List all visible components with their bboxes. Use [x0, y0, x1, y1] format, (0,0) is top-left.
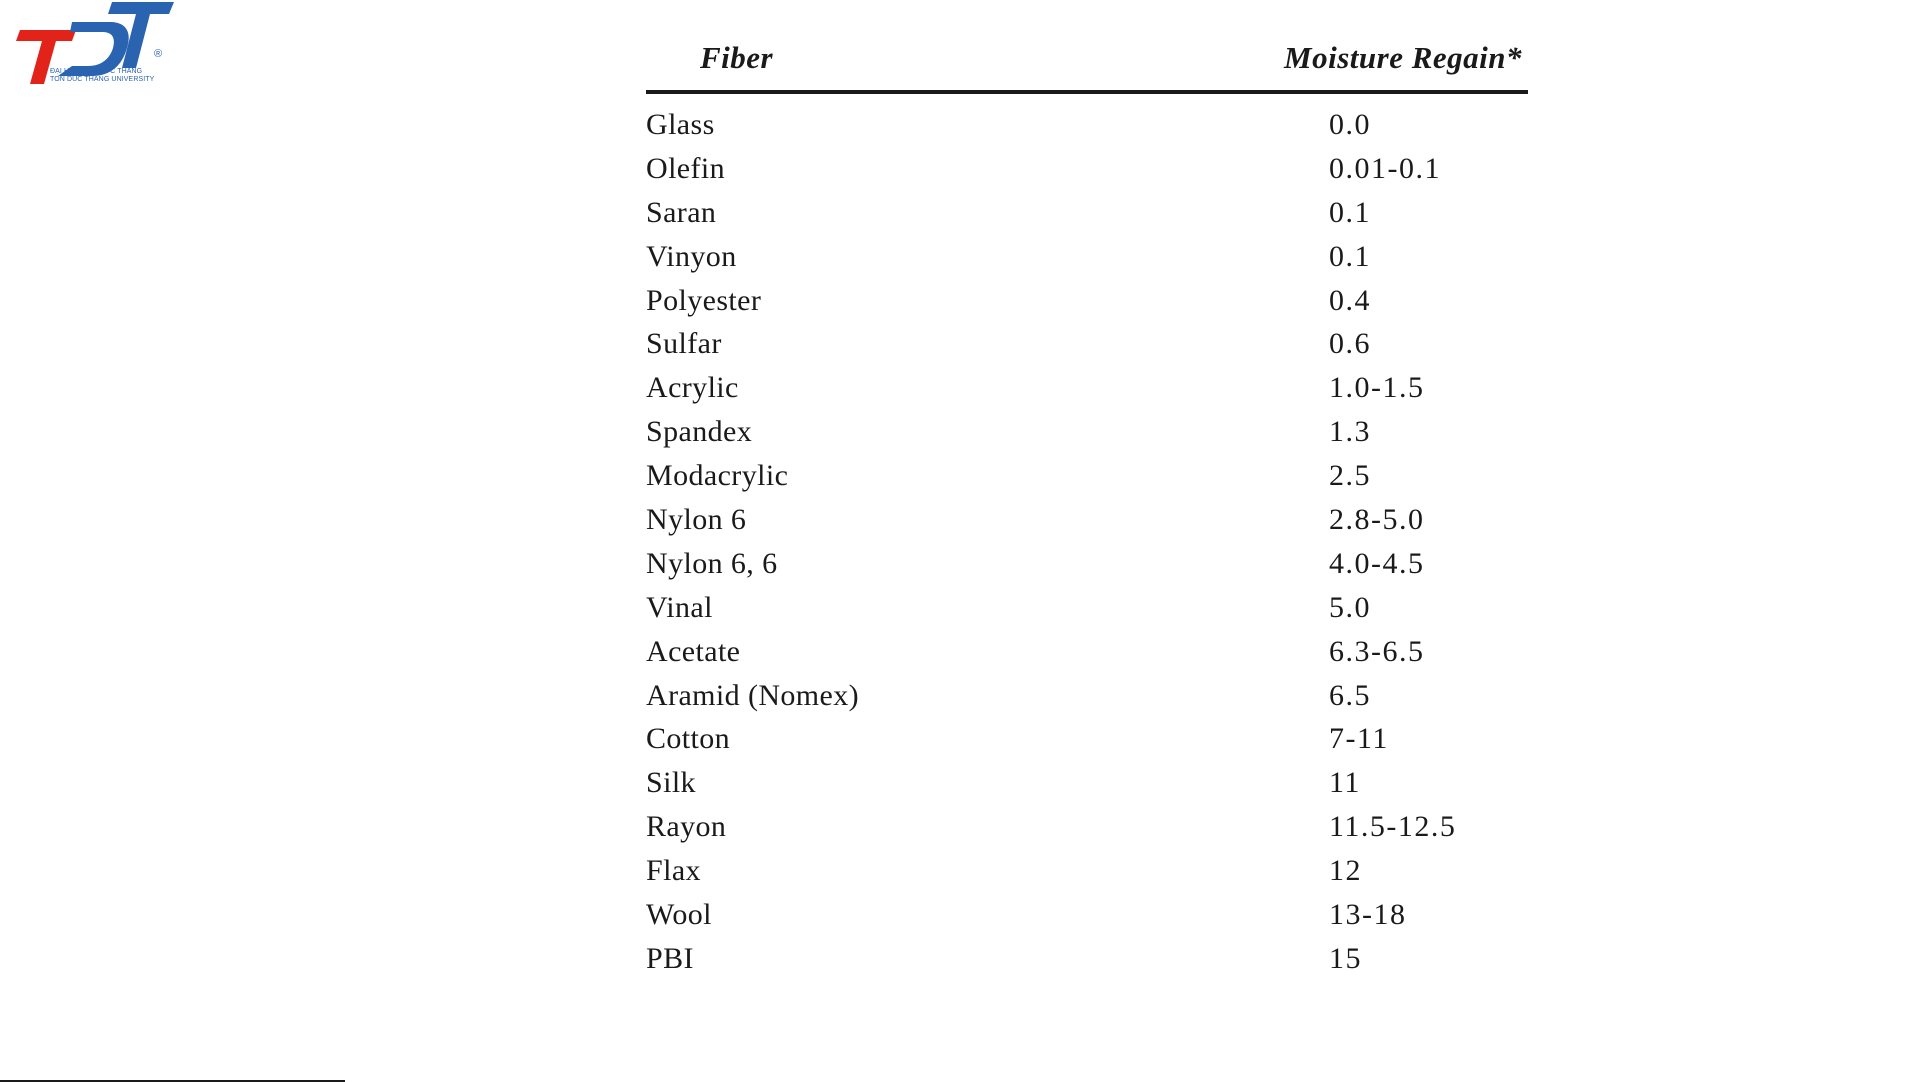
table-row [646, 810, 1528, 854]
regain-cell: 0.1 [1329, 195, 1371, 229]
fiber-cell: Olefin [646, 151, 726, 185]
table-row [646, 591, 1528, 635]
table-row [646, 854, 1528, 898]
regain-cell: 1.3 [1329, 415, 1371, 449]
table-row [646, 679, 1528, 723]
logo-caption-en: TON DUC THANG UNIVERSITY [50, 76, 155, 83]
regain-cell: 1.0-1.5 [1329, 371, 1425, 405]
regain-cell: 0.4 [1329, 283, 1371, 317]
regain-cell: 6.5 [1329, 678, 1371, 712]
fiber-cell: Modacrylic [646, 459, 789, 493]
header-rule [646, 90, 1528, 94]
moisture-regain-table [646, 28, 1528, 975]
table-row [646, 722, 1528, 766]
regain-cell: 0.0 [1329, 108, 1371, 141]
table-header [646, 28, 1528, 92]
fiber-cell: Saran [646, 195, 717, 229]
fiber-cell: Nylon 6, 6 [646, 546, 778, 580]
fiber-cell: Polyester [646, 283, 762, 317]
table-row [646, 503, 1528, 547]
regain-cell: 15 [1329, 941, 1362, 975]
regain-cell: 7-11 [1329, 722, 1389, 756]
table-row [646, 371, 1528, 415]
fiber-cell: Rayon [646, 810, 727, 844]
table-row [646, 459, 1528, 503]
fiber-cell: Acetate [646, 634, 741, 668]
fiber-cell: PBI [646, 941, 694, 975]
regain-cell: 0.6 [1329, 327, 1371, 361]
regain-cell: 4.0-4.5 [1329, 546, 1425, 580]
table-row [646, 415, 1528, 459]
fiber-cell: Wool [646, 898, 712, 932]
header-moisture-regain: Moisture Regain* [1284, 40, 1522, 75]
regain-cell: 11 [1329, 766, 1361, 800]
table-row [646, 766, 1528, 810]
table-row [646, 108, 1528, 152]
fiber-cell: Glass [646, 108, 715, 141]
table-row [646, 240, 1528, 284]
regain-cell: 6.3-6.5 [1329, 634, 1425, 668]
fiber-cell: Vinal [646, 590, 713, 624]
regain-cell: 5.0 [1329, 590, 1371, 624]
table-row [646, 284, 1528, 328]
regain-cell: 12 [1329, 854, 1362, 888]
header-fiber: Fiber [700, 40, 774, 75]
table-row [646, 196, 1528, 240]
fiber-cell: Spandex [646, 415, 753, 449]
fiber-cell: Silk [646, 766, 696, 800]
regain-cell: 0.1 [1329, 239, 1371, 273]
table-body [646, 108, 1528, 986]
regain-cell: 0.01-0.1 [1329, 151, 1441, 185]
regain-cell: 2.8-5.0 [1329, 503, 1425, 537]
fiber-cell: Cotton [646, 722, 731, 756]
table-row [646, 942, 1528, 986]
regain-cell: 13-18 [1329, 898, 1407, 932]
table-row [646, 635, 1528, 679]
fiber-cell: Sulfar [646, 327, 722, 361]
fiber-cell: Flax [646, 854, 701, 888]
fiber-cell: Vinyon [646, 239, 737, 273]
regain-cell: 11.5-12.5 [1329, 810, 1457, 844]
table-row [646, 898, 1528, 942]
university-logo [14, 0, 184, 88]
table-row [646, 152, 1528, 196]
table-row [646, 547, 1528, 591]
regain-cell: 2.5 [1329, 459, 1371, 493]
fiber-cell: Acrylic [646, 371, 739, 405]
table-row [646, 327, 1528, 371]
fiber-cell: Aramid (Nomex) [646, 678, 860, 712]
registered-mark: ® [154, 48, 163, 60]
logo-caption-vi: ĐẠI HỌC TÔN ĐỨC THẮNG [50, 68, 143, 75]
fiber-cell: Nylon 6 [646, 503, 747, 537]
